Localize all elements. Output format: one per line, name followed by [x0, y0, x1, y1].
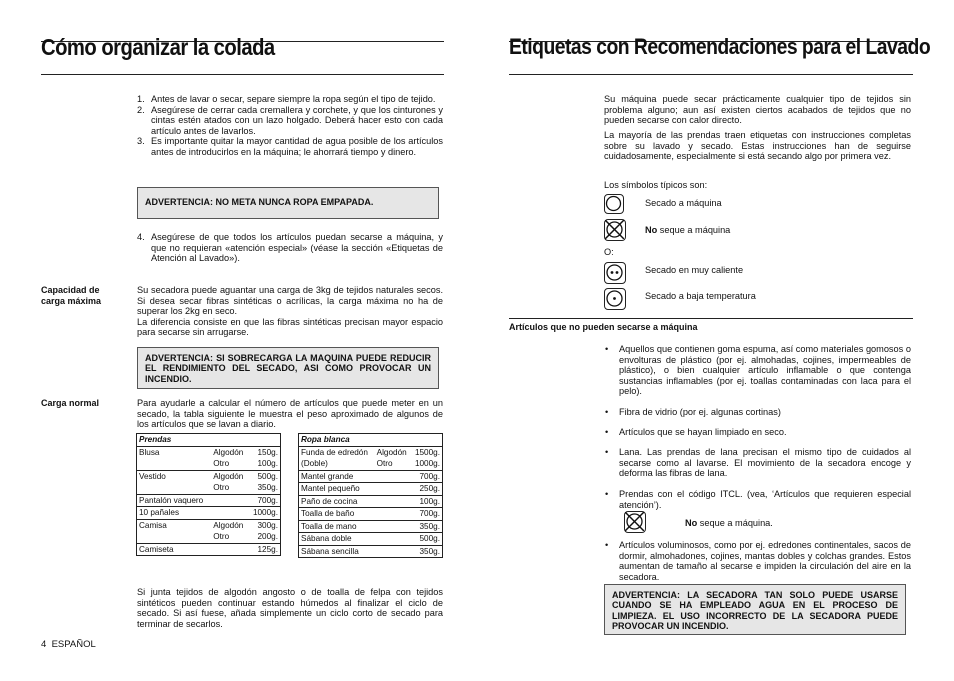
table-cell: Camisa [137, 519, 212, 531]
table-cell [375, 470, 411, 483]
table-cell: Pantalón vaquero [137, 494, 212, 507]
table-cell: Otro [213, 532, 230, 541]
garments-weight-table [136, 433, 281, 556]
table-cell [137, 531, 212, 543]
prep-list [137, 94, 443, 158]
table-cell: Toalla de mano [299, 520, 375, 533]
do-not-tumble-dry-icon [624, 511, 646, 533]
low-heat-dry-icon [604, 288, 626, 310]
list-item: • Artículos voluminosos, como por ej. edredones continentales, sacos de dormir, almohadones, cojines, mantas dobles y colchas grandes. Estos aumentan de tamaño al secarse e impiden la circulación del aire en la secadora. [605, 540, 911, 582]
symbols-intro: Los símbolos típicos son: [604, 180, 708, 190]
warning-wet-clothes [137, 187, 439, 219]
table-row [299, 545, 443, 558]
table-cell: 100g. [411, 495, 443, 508]
table-cell: Mantel pequeño [299, 483, 375, 496]
warning-overload: ADVERTENCIA: SI SOBRECARGA LA MAQUINA PUEDE REDUCIR EL RENDIMIENTO DEL SECADO, ASI COMO PROVOCAR UN INCENDIO. [137, 347, 439, 389]
table-row [299, 508, 443, 521]
table-cell: (Doble) [301, 459, 328, 468]
table-cell: Funda de edredón [301, 447, 368, 457]
table-row [137, 507, 281, 520]
tumble-dry-label: Secado a máquina [645, 198, 722, 208]
table-row [299, 458, 443, 470]
table-cell: 350g. [411, 545, 443, 558]
table-cell [211, 494, 248, 507]
table-cell: Algodón [211, 470, 248, 482]
right-title-rule-bottom [509, 74, 913, 75]
table-row [299, 533, 443, 546]
table-cell: 350g. [257, 483, 278, 492]
table-row [299, 470, 443, 483]
table-row [137, 531, 281, 543]
subhead-rule [509, 318, 913, 319]
table-cell: 350g. [411, 520, 443, 533]
warning-text: ADVERTENCIA: NO META NUNCA ROPA EMPAPADA. [145, 197, 374, 207]
do-not-tumble-dry-label: No seque a máquina [645, 225, 731, 235]
table-cell [137, 458, 212, 470]
table-cell [375, 533, 411, 546]
intro-paragraph-1: Su máquina puede secar prácticamente cualquier tipo de tejidos sin problema alguno; aun así existen ciertos acabados de tejidos que no pueden secarse con calor directo. [604, 94, 911, 126]
table-cell [137, 482, 212, 494]
table-cell: Algodón [213, 447, 244, 457]
left-title-rule-bottom [41, 74, 444, 75]
table-row [137, 458, 281, 470]
table-cell: 250g. [411, 483, 443, 496]
table-row [137, 543, 281, 556]
do-not-tumble-dry-icon [604, 219, 626, 241]
high-heat-dry-label: Secado en muy caliente [645, 265, 744, 275]
table-cell: Mantel grande [299, 470, 375, 483]
table-cell [375, 545, 411, 558]
footer-text: Si junta tejidos de algodón angosto o de toalla de felpa con tejidos sintéticos pueden continuar estando húmedos al finalizar el ciclo de secado. Si así fuese, añada simplemente un ciclo corto de secado para terminar de secarlos. [137, 587, 443, 629]
low-heat-dry-label: Secado a baja temperatura [645, 291, 756, 301]
table-cell: 150g. [257, 447, 278, 457]
prep-list-item-4 [137, 232, 443, 264]
table-cell: 10 pañales [137, 507, 212, 520]
table-cell: Camiseta [137, 543, 212, 556]
table-cell: 1000g. [248, 507, 280, 520]
list-item: • Aquellos que contienen goma espuma, así como materiales gomosos o envolturas de plástico (por ej. almohadas, cojines, impermeables de plástico), o bien cualquier artículo inflamable o que contenga sustancias inflamables (por ej. toallas contaminadas con laca para el pelo). [605, 344, 911, 397]
table-cell: Otro [213, 483, 230, 492]
table-cell: Algodón [211, 519, 248, 531]
high-heat-dry-icon [604, 262, 626, 284]
table-cell [211, 507, 248, 520]
table-cell: 200g. [257, 532, 278, 541]
list-item: • Fibra de vidrio (por ej. algunas cortinas) [605, 407, 911, 418]
table-cell [375, 495, 411, 508]
table-row [137, 470, 281, 482]
non-dryable-heading: Artículos que no pueden secarse a máquina [509, 322, 698, 332]
table-header: Ropa blanca [299, 434, 443, 447]
or-label: O: [604, 247, 614, 257]
normal-load-text: Para ayudarle a calcular el número de artículos que puede meter en un secado, la tabla siguiente le muestra el peso aproximado de algunos de los artículos que se lavan a diario. [137, 398, 443, 430]
capacity-label: Capacidad de carga máxima [41, 285, 102, 306]
table-cell: 1500g. [414, 447, 440, 457]
intro-paragraph-2: La mayoría de las prendas traen etiquetas con instrucciones completas sobre su lavado y secado. Estas instrucciones han de seguirse cuidadosamente, especialmente si está secando algo por primera vez. [604, 130, 911, 162]
table-row [137, 519, 281, 531]
linen-weight-table [298, 433, 443, 558]
list-item: 4. Asegúrese de que todos los artículos puedan secarse a máquina, y que no requieran «atención especial» (véase la sección «Etiquetas de Atención al Lavado»). [137, 232, 443, 264]
non-dryable-list [605, 344, 911, 510]
table-cell: Algodón [376, 447, 407, 457]
table-cell: Vestido [137, 470, 212, 482]
do-not-tumble-dry-note: No seque a máquina. [685, 518, 773, 528]
table-cell: Blusa [139, 447, 160, 457]
table-cell: 500g. [411, 533, 443, 546]
table-cell: 300g. [248, 519, 280, 531]
normal-load-label: Carga normal [41, 398, 100, 408]
table-header: Prendas [137, 434, 281, 447]
page-language: ESPAÑOL [51, 639, 96, 650]
table-cell: 700g. [411, 470, 443, 483]
list-item: 2. Asegúrese de cerrar cada cremallera y corchete, y que los cinturones y cintas estén atados con un lazo holgado. Deberá hacer esto con cada artículo antes de lavarlos. [137, 104, 443, 136]
table-cell: Toalla de baño [299, 508, 375, 521]
non-dryable-list-cont [605, 540, 911, 582]
capacity-text: Su secadora puede aguantar una carga de 3kg de tejidos naturales secos. Si desea secar fibras sintéticas o acrílicas, la carga máxima no ha de superar los 2kg en seco. La diferencia consiste en que las fibras sintéticas precisan mayor espacio para secarse sin arrugarse. [137, 285, 443, 338]
warning-water-only: ADVERTENCIA: LA SECADORA TAN SOLO PUEDE USARSE CUANDO SE HA EMPLEADO AGUA EN EL PROCESO DE LIMPIEZA. EL USO INCORRECTO DE LA SECADORA PUEDE PROVOCAR UN INCENDIO. [604, 584, 906, 635]
table-cell: Otro [213, 459, 230, 468]
table-row [299, 520, 443, 533]
left-page-title: Cómo organizar la colada [41, 34, 275, 60]
table-cell: 125g. [248, 543, 280, 556]
table-cell: 100g. [257, 459, 278, 468]
list-item: 3. Es importante quitar la mayor cantidad de agua posible de los artículos antes de introducirlos en la máquina; le ahorrará tiempo y dinero. [137, 136, 443, 157]
list-item: • Lana. Las prendas de lana precisan el mismo tipo de cuidados al secarse como al lavarse. El movimiento de la secadora encoge y deforma las fibras de lana. [605, 447, 911, 479]
table-row [137, 482, 281, 494]
table-cell: Paño de cocina [299, 495, 375, 508]
table-cell: 700g. [411, 508, 443, 521]
right-page-title: Etiquetas con Recomendaciones para el Lavado [509, 34, 931, 59]
table-cell: 1000g. [414, 459, 440, 468]
table-cell [375, 508, 411, 521]
table-row [137, 494, 281, 507]
table-row [299, 446, 443, 458]
table-cell [375, 520, 411, 533]
table-row [299, 483, 443, 496]
tumble-dry-icon [604, 194, 624, 214]
list-item: 1. Antes de lavar o secar, separe siempre la ropa según el tipo de tejido. [137, 94, 436, 104]
table-cell: Sábana sencilla [299, 545, 375, 558]
page-footer [41, 640, 96, 651]
table-cell: Sábana doble [299, 533, 375, 546]
table-cell: Otro [376, 459, 393, 468]
list-item: • Prendas con el código ITCL. (vea, ‘Artículos que requieren especial atención’). [605, 489, 911, 510]
table-cell: 500g. [248, 470, 280, 482]
table-row [299, 495, 443, 508]
table-cell [375, 483, 411, 496]
table-row [137, 446, 281, 458]
list-item: • Artículos que se hayan limpiado en seco. [605, 427, 911, 438]
table-cell: 700g. [248, 494, 280, 507]
page-number: 4 [41, 639, 47, 650]
table-cell [211, 543, 248, 556]
